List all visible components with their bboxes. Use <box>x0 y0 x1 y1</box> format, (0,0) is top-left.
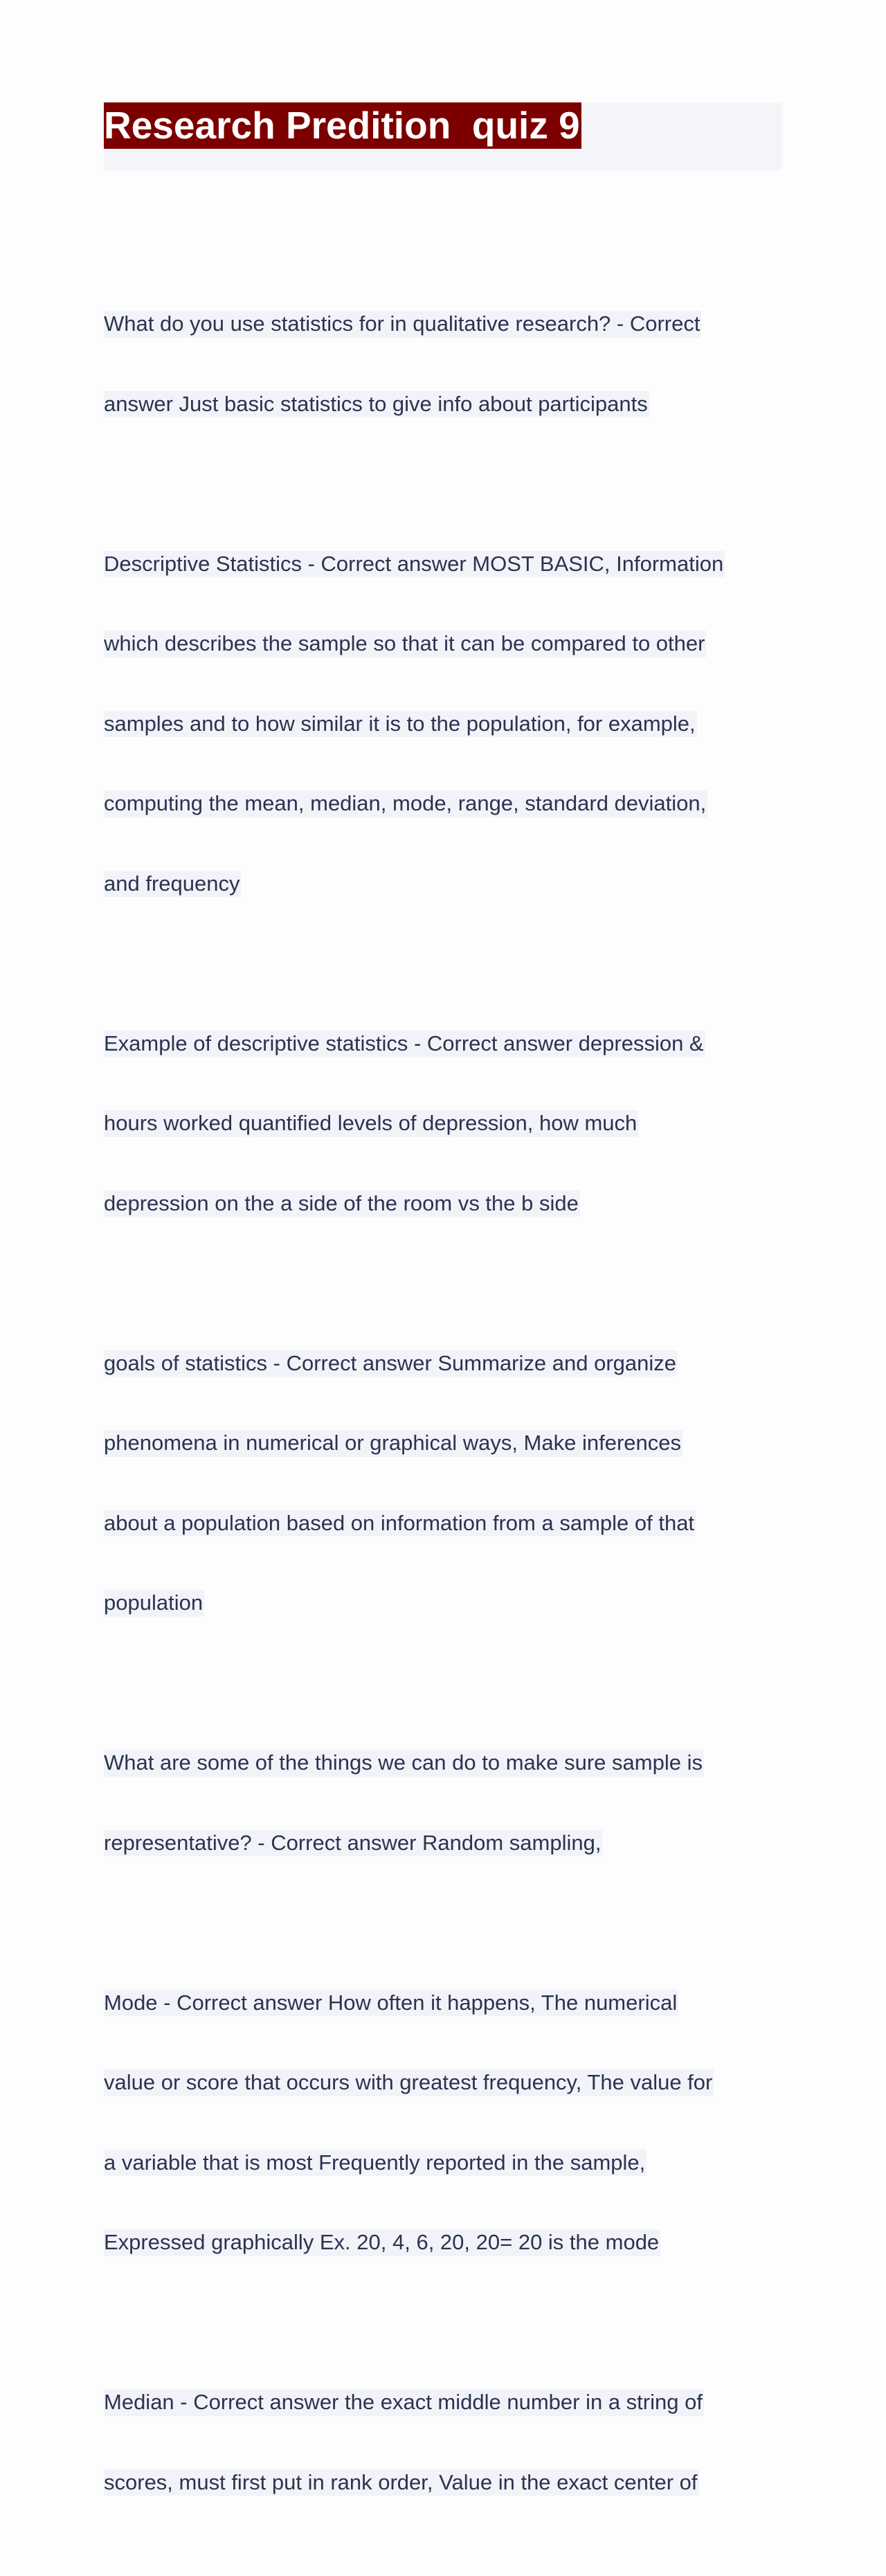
entry-line: population <box>104 1590 204 1617</box>
entry-line: Expressed graphically Ex. 20, 4, 6, 20, 20= 20 is the mode <box>104 2229 660 2256</box>
entry-line: scores, must first put in rank order, Value in the exact center of <box>104 2469 699 2496</box>
entry-qualitative-statistics <box>104 257 782 471</box>
entry-line: What do you use statistics for in qualitative research? - Correct <box>104 311 701 338</box>
entry-line: Mode - Correct answer How often it happens, The numerical <box>104 1990 678 2017</box>
entry-goals-of-statistics <box>104 1297 782 1670</box>
entry-median <box>104 2336 782 2549</box>
entry-line: about a population based on information from a sample of that <box>104 1510 696 1537</box>
entry-line: Descriptive Statistics - Correct answer MOST BASIC, Information <box>104 551 725 578</box>
entry-line: value or score that occurs with greatest frequency, The value for <box>104 2069 714 2096</box>
entry-line: computing the mean, median, mode, range, standard deviation, <box>104 790 707 817</box>
document-title: Research Predition quiz 9 <box>104 102 581 149</box>
entry-descriptive-statistics <box>104 498 782 951</box>
entry-line: samples and to how similar it is to the population, for example, <box>104 711 697 738</box>
entry-line: a variable that is most Frequently reported in the sample, <box>104 2150 647 2177</box>
entry-line: hours worked quantified levels of depression, how much <box>104 1110 638 1137</box>
entry-line: goals of statistics - Correct answer Summarize and organize <box>104 1350 678 1377</box>
document-page <box>104 102 782 170</box>
entry-line: which describes the sample so that it can be compared to other <box>104 631 706 657</box>
entry-line: and frequency <box>104 871 241 898</box>
entry-representative-sample <box>104 1696 782 1910</box>
entry-descriptive-example <box>104 977 782 1271</box>
title-block <box>104 102 782 170</box>
entry-line: Median - Correct answer the exact middle number in a string of <box>104 2389 704 2416</box>
entry-line: What are some of the things we can do to make sure sample is <box>104 1750 704 1777</box>
entry-line: representative? - Correct answer Random sampling, <box>104 1830 602 1857</box>
entry-line: depression on the a side of the room vs the b side <box>104 1190 580 1217</box>
entry-line: phenomena in numerical or graphical ways, Make inferences <box>104 1430 682 1457</box>
entry-line: answer Just basic statistics to give info about participants <box>104 391 649 418</box>
entries-list <box>104 257 782 2576</box>
entry-mode <box>104 1936 782 2310</box>
entry-line: Example of descriptive statistics - Correct answer depression & <box>104 1031 705 1058</box>
